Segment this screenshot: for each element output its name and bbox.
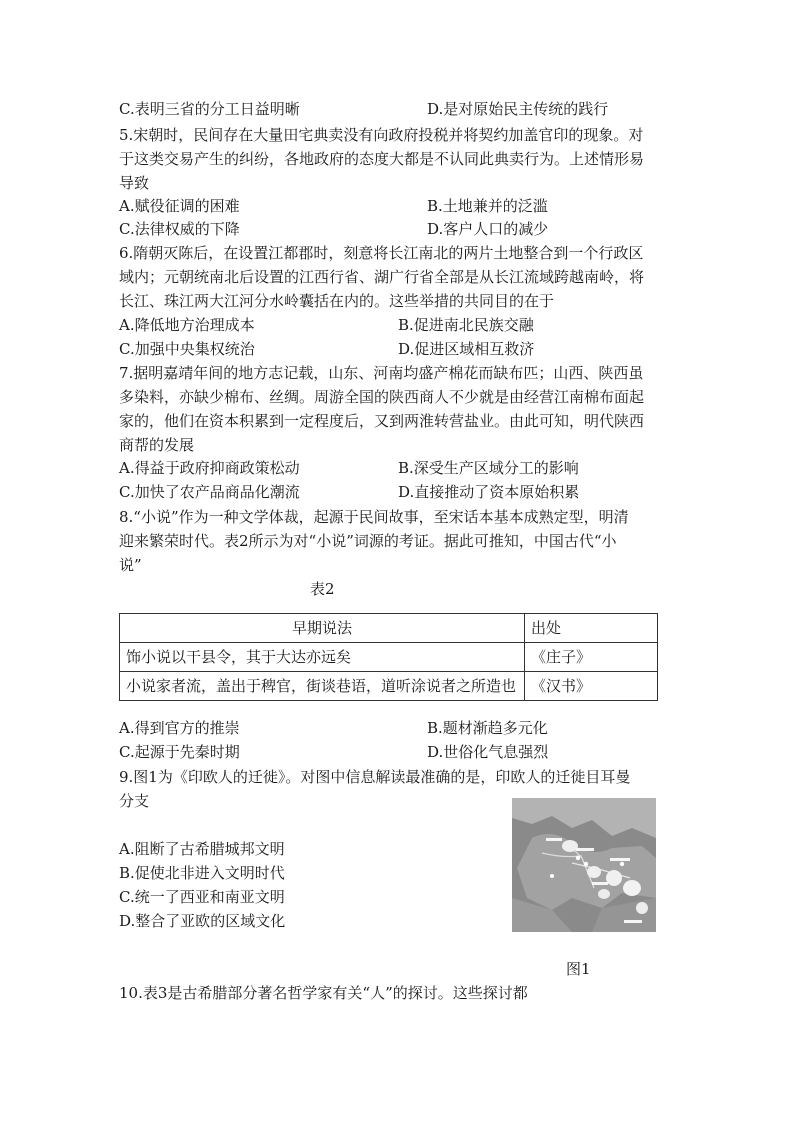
q9-option-b: B.促使北非进入文明时代 [119, 864, 285, 882]
q6-stem-line-1: 6.隋朝灭陈后，在设置江都郡时，刻意将长江南北的两片土地整合到一个行政区 [119, 244, 644, 262]
q9-option-a: A.阻断了古希腊城邦文明 [119, 840, 285, 858]
q7-option-d: D.直接推动了资本原始积累 [398, 483, 580, 501]
q5-stem-line-1: 5.宋朝时，民间存在大量田宅典卖没有向政府投税并将契约加盖官印的现象。对 [119, 126, 644, 144]
q4-option-c: C.表明三省的分工日益明晰 [119, 100, 300, 118]
q6-stem-line-2: 域内；元朝统南北后设置的江西行省、湖广行省全部是从长江流域跨越南岭，将 [119, 268, 645, 286]
q5-stem-line-3: 导致 [119, 174, 150, 192]
q5-stem-line-2: 于这类交易产生的纠纷，各地政府的态度大都是不认同此典卖行为。上述情形易 [119, 150, 645, 168]
map-graphic [512, 798, 656, 932]
q7-stem-line-3: 家的，他们在资本积累到一定程度后，又到两淮转营盐业。由此可知，明代陕西 [119, 412, 645, 430]
q8-stem-line-3: 说” [119, 556, 142, 574]
q5-option-a: A.赋役征调的困难 [119, 197, 240, 215]
q6-option-d: D.促进区域相互救济 [398, 340, 535, 358]
q5-option-b: B.土地兼并的泛滥 [427, 197, 548, 215]
q7-option-a: A.得益于政府抑商政策松动 [119, 459, 300, 477]
table-2-caption: 表2 [310, 580, 335, 598]
indo-european-migration-map [512, 798, 656, 932]
q6-stem-line-3: 长江、珠江两大江河分水岭囊括在内的。这些举措的共同目的在于 [119, 292, 555, 310]
q6-option-b: B.促进南北民族交融 [398, 316, 534, 334]
q6-option-c: C.加强中央集权统治 [119, 340, 255, 358]
table-header-source: 出处 [525, 614, 658, 643]
q8-option-b: B.题材渐趋多元化 [427, 719, 548, 737]
table-cell-saying: 饰小说以干县令，其于大达亦远矣 [120, 643, 525, 672]
q10-stem: 10.表3是古希腊部分著名哲学家有关“人”的探讨。这些探讨都 [119, 984, 528, 1002]
table-row [120, 672, 658, 701]
table-row [120, 643, 658, 672]
table-cell-saying: 小说家者流，盖出于稗官，街谈巷语，道听涂说者之所造也 [120, 672, 525, 701]
table-cell-source: 《庄子》 [525, 643, 658, 672]
q8-stem-line-1: 8.“小说”作为一种文学体裁，起源于民间故事，至宋话本基本成熟定型，明清 [119, 508, 629, 526]
figure-1-caption: 图1 [566, 960, 591, 978]
q8-option-a: A.得到官方的推崇 [119, 719, 240, 737]
table-header-early-sayings: 早期说法 [120, 614, 525, 643]
q7-option-c: C.加快了农产品商品化潮流 [119, 483, 300, 501]
q9-stem-line-2: 分支 [119, 792, 150, 810]
q8-stem-line-2: 迎来繁荣时代。表2所示为对“小说”词源的考证。据此可推知，中国古代“小 [119, 532, 617, 550]
q7-stem-line-2: 多染料，亦缺少棉布、丝绸。周游全国的陕西商人不少就是由经营江南棉布面起 [119, 388, 645, 406]
q9-stem-line-1: 9.图1为《印欧人的迁徙》。对图中信息解读最准确的是，印欧人的迁徙目耳曼 [119, 768, 631, 786]
q9-option-c: C.统一了西亚和南亚文明 [119, 888, 285, 906]
q8-option-c: C.起源于先秦时期 [119, 743, 240, 761]
q7-option-b: B.深受生产区域分工的影响 [398, 459, 579, 477]
table-cell-source: 《汉书》 [525, 672, 658, 701]
q9-option-d: D.整合了亚欧的区域文化 [119, 912, 286, 930]
q5-option-d: D.客户人口的减少 [427, 220, 549, 238]
q8-option-d: D.世俗化气息强烈 [427, 743, 549, 761]
q5-option-c: C.法律权威的下降 [119, 220, 240, 238]
table-2 [119, 613, 658, 701]
q6-option-a: A.降低地方治理成本 [119, 316, 255, 334]
q4-option-d: D.是对原始民主传统的践行 [427, 100, 609, 118]
q7-stem-line-1: 7.据明嘉靖年间的地方志记载，山东、河南均盛产棉花而缺布匹；山西、陕西虽 [119, 364, 644, 382]
q7-stem-line-4: 商帮的发展 [119, 436, 195, 454]
table-header-row [120, 614, 658, 643]
